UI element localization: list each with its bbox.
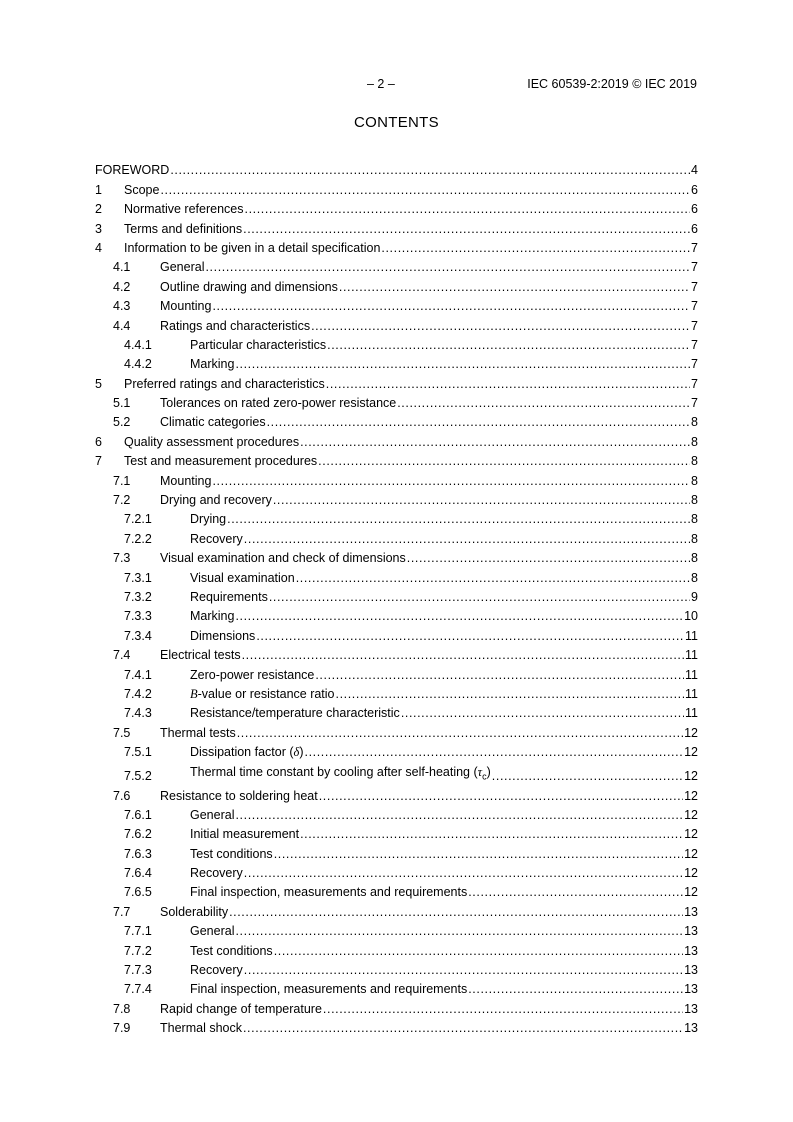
- dot-leader: [235, 609, 683, 624]
- dot-leader: [170, 163, 690, 178]
- toc-entry-title: Marking: [190, 357, 235, 372]
- toc-entry[interactable]: [95, 842, 698, 861]
- toc-entry-page: 7: [691, 279, 698, 294]
- toc-entry[interactable]: [95, 508, 698, 527]
- dot-leader: [205, 260, 690, 275]
- toc-entry-number: 7.6.5: [124, 885, 152, 900]
- toc-entry-number: 7.5.1: [124, 745, 152, 760]
- toc-entry-title: Mounting: [160, 473, 212, 488]
- toc-entry[interactable]: [95, 644, 698, 663]
- toc-entry-number: 2: [95, 202, 102, 217]
- toc-entry-title: Dimensions: [190, 628, 256, 643]
- toc-entry[interactable]: [95, 430, 698, 449]
- toc-entry-title: Resistance to soldering heat: [160, 788, 318, 803]
- toc-entry-number: 7.4.1: [124, 667, 152, 682]
- toc-entry-number: 7.7.4: [124, 982, 152, 997]
- toc-entry-title: General: [160, 260, 205, 275]
- toc-entry-page: 11: [685, 706, 698, 721]
- toc-entry-title: Climatic categories: [160, 415, 266, 430]
- toc-entry-title: Mounting: [160, 299, 212, 314]
- toc-entry-page: 8: [691, 473, 698, 488]
- dot-leader: [243, 1021, 683, 1036]
- toc-entry[interactable]: [95, 784, 698, 803]
- toc-entry-page: 7: [691, 376, 698, 391]
- dot-leader: [401, 706, 684, 721]
- toc-entry-number: 4.2: [113, 279, 131, 294]
- dot-leader: [237, 726, 683, 741]
- toc-entry[interactable]: [95, 566, 698, 585]
- dot-leader: [256, 629, 684, 644]
- toc-entry-number: 7.4: [113, 648, 131, 663]
- dot-leader: [319, 789, 683, 804]
- toc-entry-page: 9: [691, 589, 698, 604]
- toc-entry[interactable]: [95, 997, 698, 1016]
- toc-entry-number: 5: [95, 376, 102, 391]
- toc-entry-title: Solderability: [160, 904, 229, 919]
- dot-leader: [267, 415, 690, 430]
- toc-entry[interactable]: [95, 741, 698, 760]
- toc-entry[interactable]: [95, 198, 698, 217]
- toc-entry-page: 12: [684, 885, 698, 900]
- toc-entry-title: Terms and definitions: [124, 221, 243, 236]
- toc-entry-number: 7.3: [113, 551, 131, 566]
- toc-entry[interactable]: [95, 178, 698, 197]
- toc-entry[interactable]: [95, 959, 698, 978]
- dot-leader: [269, 590, 690, 605]
- toc-entry-title: Test and measurement procedures: [124, 454, 318, 469]
- toc-entry-number: 4: [95, 240, 102, 255]
- toc-entry-title: Outline drawing and dimensions: [160, 279, 338, 294]
- dot-leader: [229, 905, 683, 920]
- toc-entry-page: 8: [691, 570, 698, 585]
- toc-entry[interactable]: [95, 823, 698, 842]
- dot-leader: [323, 1002, 683, 1017]
- dot-leader: [244, 963, 683, 978]
- toc-entry[interactable]: [95, 862, 698, 881]
- toc-entry-page: 11: [685, 648, 698, 663]
- toc-entry[interactable]: [95, 353, 698, 372]
- toc-entry[interactable]: [95, 721, 698, 740]
- toc-entry-title: General: [190, 807, 235, 822]
- dot-leader: [315, 668, 684, 683]
- dot-leader: [318, 454, 690, 469]
- toc-entry-page: 6: [691, 221, 698, 236]
- dot-leader: [235, 357, 690, 372]
- toc-entry-page: 7: [691, 396, 698, 411]
- toc-entry-title: Zero-power resistance: [190, 667, 315, 682]
- toc-entry[interactable]: [95, 1017, 698, 1036]
- toc-entry-page: 8: [691, 531, 698, 546]
- toc-entry-title: Recovery: [190, 866, 243, 881]
- toc-entry-number: 4.4.2: [124, 357, 152, 372]
- dot-leader: [326, 377, 690, 392]
- toc-entry-number: 7.6.2: [124, 827, 152, 842]
- toc-entry-title: Preferred ratings and characteristics: [124, 376, 325, 391]
- toc-entry-title: Requirements: [190, 589, 268, 604]
- dot-leader: [244, 866, 683, 881]
- dot-leader: [212, 299, 690, 314]
- dot-leader: [327, 338, 690, 353]
- dot-leader: [212, 474, 690, 489]
- toc-entry-number: 4.4.1: [124, 337, 152, 352]
- toc-entry-title: Dissipation factor (δ): [190, 745, 304, 760]
- toc-entry[interactable]: [95, 237, 698, 256]
- toc-entry-number: 7.2.2: [124, 531, 152, 546]
- table-of-contents: [95, 159, 698, 1036]
- toc-entry[interactable]: [95, 256, 698, 275]
- toc-entry-title: Tolerances on rated zero-power resistance: [160, 396, 397, 411]
- toc-entry-page: 13: [684, 924, 698, 939]
- toc-entry-number: 7.5.2: [124, 769, 152, 784]
- toc-entry[interactable]: [95, 663, 698, 682]
- toc-entry-number: 7.3.3: [124, 609, 152, 624]
- toc-entry-title: Drying: [190, 512, 227, 527]
- toc-entry-number: 7.2: [113, 493, 131, 508]
- dot-leader: [397, 396, 690, 411]
- toc-entry[interactable]: [95, 920, 698, 939]
- toc-entry-title: Scope: [124, 182, 160, 197]
- toc-entry-title: B-value or resistance ratio: [190, 686, 335, 701]
- dot-leader: [492, 769, 683, 784]
- dot-leader: [242, 648, 684, 663]
- toc-entry-page: 8: [691, 512, 698, 527]
- toc-entry-page: 11: [685, 667, 698, 682]
- dot-leader: [407, 551, 690, 566]
- toc-entry-page: 8: [691, 551, 698, 566]
- toc-entry-title: Ratings and characteristics: [160, 318, 311, 333]
- toc-entry[interactable]: [95, 411, 698, 430]
- dot-leader: [296, 571, 690, 586]
- dot-leader: [274, 847, 683, 862]
- dot-leader: [336, 687, 685, 702]
- toc-entry-page: 12: [684, 745, 698, 760]
- toc-entry-title: Initial measurement: [190, 827, 300, 842]
- toc-entry[interactable]: [95, 702, 698, 721]
- toc-entry-number: 5.2: [113, 415, 131, 430]
- toc-entry-number: 7.3.2: [124, 589, 152, 604]
- toc-entry-title: Recovery: [190, 531, 243, 546]
- dot-leader: [245, 202, 691, 217]
- toc-entry-page: 13: [684, 1021, 698, 1036]
- toc-entry-title: Quality assessment procedures: [124, 434, 300, 449]
- toc-entry[interactable]: [95, 683, 698, 702]
- toc-entry[interactable]: [95, 881, 698, 900]
- toc-entry-page: 11: [685, 628, 698, 643]
- toc-entry-page: 4: [691, 163, 698, 178]
- dot-leader: [273, 493, 690, 508]
- toc-entry-page: 7: [691, 299, 698, 314]
- toc-entry-page: 13: [684, 963, 698, 978]
- dot-leader: [274, 944, 683, 959]
- toc-entry-number: 7.5: [113, 725, 131, 740]
- toc-entry-page: 12: [684, 846, 698, 861]
- dot-leader: [339, 280, 690, 295]
- toc-entry[interactable]: [95, 392, 698, 411]
- toc-entry-number: 7.3.1: [124, 570, 152, 585]
- toc-entry-number: 7.4.3: [124, 706, 152, 721]
- toc-entry-page: 6: [691, 202, 698, 217]
- dot-leader: [300, 435, 690, 450]
- toc-entry-number: 7.7: [113, 904, 131, 919]
- toc-entry-page: 7: [691, 240, 698, 255]
- toc-entry-number: 7.7.1: [124, 924, 152, 939]
- toc-entry-page: 7: [691, 260, 698, 275]
- toc-entry-page: 13: [684, 943, 698, 958]
- toc-entry-title: Particular characteristics: [190, 337, 327, 352]
- toc-entry[interactable]: [95, 978, 698, 997]
- toc-entry-title: Marking: [190, 609, 235, 624]
- toc-entry-title: Test conditions: [190, 846, 273, 861]
- page-title: CONTENTS: [354, 114, 439, 131]
- toc-entry-number: 7.2.1: [124, 512, 152, 527]
- toc-entry[interactable]: [95, 527, 698, 546]
- toc-entry-page: 13: [684, 982, 698, 997]
- toc-entry[interactable]: [95, 295, 698, 314]
- toc-entry-title: Normative references: [124, 202, 244, 217]
- toc-entry[interactable]: [95, 450, 698, 469]
- toc-entry-title: Electrical tests: [160, 648, 241, 663]
- toc-entry-page: 12: [684, 807, 698, 822]
- toc-entry-page: 8: [691, 415, 698, 430]
- toc-entry-page: 8: [691, 493, 698, 508]
- toc-entry[interactable]: [95, 489, 698, 508]
- toc-entry-title: Final inspection, measurements and requirements: [190, 982, 468, 997]
- toc-entry-number: 7.7.2: [124, 943, 152, 958]
- toc-entry[interactable]: [95, 605, 698, 624]
- dot-leader: [243, 222, 690, 237]
- toc-entry-page: 12: [684, 827, 698, 842]
- dot-leader: [227, 512, 690, 527]
- toc-entry-page: 8: [691, 454, 698, 469]
- toc-entry-number: 5.1: [113, 396, 131, 411]
- dot-leader: [311, 319, 690, 334]
- toc-entry-number: 7.6: [113, 788, 131, 803]
- toc-entry-page: 12: [684, 866, 698, 881]
- toc-entry-number: 7.6.4: [124, 866, 152, 881]
- document-reference: IEC 60539-2:2019 © IEC 2019: [527, 77, 697, 91]
- dot-leader: [235, 924, 683, 939]
- toc-entry-number: 6: [95, 434, 102, 449]
- dot-leader: [300, 827, 683, 842]
- dot-leader: [160, 183, 690, 198]
- dot-leader: [305, 745, 684, 760]
- toc-entry[interactable]: [95, 314, 698, 333]
- toc-entry-page: 13: [684, 904, 698, 919]
- toc-entry-title: Information to be given in a detail specification: [124, 240, 381, 255]
- toc-entry-title: Rapid change of temperature: [160, 1001, 322, 1016]
- toc-entry-title: General: [190, 924, 235, 939]
- toc-entry[interactable]: [95, 939, 698, 958]
- toc-entry-number: 3: [95, 221, 102, 236]
- toc-entry-title: Drying and recovery: [160, 493, 272, 508]
- toc-entry[interactable]: [95, 586, 698, 605]
- toc-entry[interactable]: [95, 624, 698, 643]
- toc-entry-number: 4.4: [113, 318, 131, 333]
- toc-entry-page: 7: [691, 318, 698, 333]
- toc-entry-title: Thermal shock: [160, 1021, 242, 1036]
- toc-entry-number: 7.3.4: [124, 628, 152, 643]
- toc-entry-page: 8: [691, 434, 698, 449]
- toc-entry-page: 10: [684, 609, 698, 624]
- toc-entry-page: 6: [691, 182, 698, 197]
- dot-leader: [235, 808, 683, 823]
- toc-entry-number: 7.9: [113, 1021, 131, 1036]
- page-number: – 2 –: [367, 77, 395, 91]
- toc-entry-number: 7.7.3: [124, 963, 152, 978]
- toc-entry-title: Thermal tests: [160, 725, 236, 740]
- toc-entry[interactable]: [95, 804, 698, 823]
- toc-entry[interactable]: [95, 900, 698, 919]
- toc-entry[interactable]: [95, 159, 698, 178]
- dot-leader: [244, 532, 690, 547]
- toc-entry[interactable]: [95, 372, 698, 391]
- toc-entry-title: Recovery: [190, 963, 243, 978]
- toc-entry-number: 4.3: [113, 299, 131, 314]
- toc-entry-title: FOREWORD: [95, 163, 170, 178]
- toc-entry-page: 11: [685, 686, 698, 701]
- dot-leader: [468, 885, 683, 900]
- dot-leader: [381, 241, 690, 256]
- toc-entry-title: Final inspection, measurements and requirements: [190, 885, 468, 900]
- toc-entry[interactable]: [95, 334, 698, 353]
- toc-entry-number: 7.8: [113, 1001, 131, 1016]
- toc-entry-number: 7.6.3: [124, 846, 152, 861]
- toc-entry-number: 7.1: [113, 473, 131, 488]
- toc-entry-page: 7: [691, 357, 698, 372]
- toc-entry[interactable]: [95, 275, 698, 294]
- toc-entry-number: 7: [95, 454, 102, 469]
- toc-entry-title: Visual examination: [190, 570, 295, 585]
- toc-entry[interactable]: [95, 469, 698, 488]
- dot-leader: [468, 982, 683, 997]
- toc-entry[interactable]: [95, 217, 698, 236]
- toc-entry[interactable]: [95, 760, 698, 784]
- toc-entry-number: 4.1: [113, 260, 131, 275]
- toc-entry-page: 12: [684, 788, 698, 803]
- toc-entry-title: Thermal time constant by cooling after self-heating $(\tau_c)$: [190, 764, 491, 782]
- toc-entry-number: 7.6.1: [124, 807, 152, 822]
- toc-entry-page: 12: [684, 769, 698, 784]
- toc-entry-page: 12: [684, 725, 698, 740]
- toc-entry-title: Visual examination and check of dimensions: [160, 551, 406, 566]
- toc-entry-page: 7: [691, 337, 698, 352]
- toc-entry-number: 1: [95, 182, 102, 197]
- toc-entry-number: 7.4.2: [124, 686, 152, 701]
- toc-entry[interactable]: [95, 547, 698, 566]
- toc-entry-page: 13: [684, 1001, 698, 1016]
- toc-entry-title: Test conditions: [190, 943, 273, 958]
- toc-entry-title: Resistance/temperature characteristic: [190, 706, 400, 721]
